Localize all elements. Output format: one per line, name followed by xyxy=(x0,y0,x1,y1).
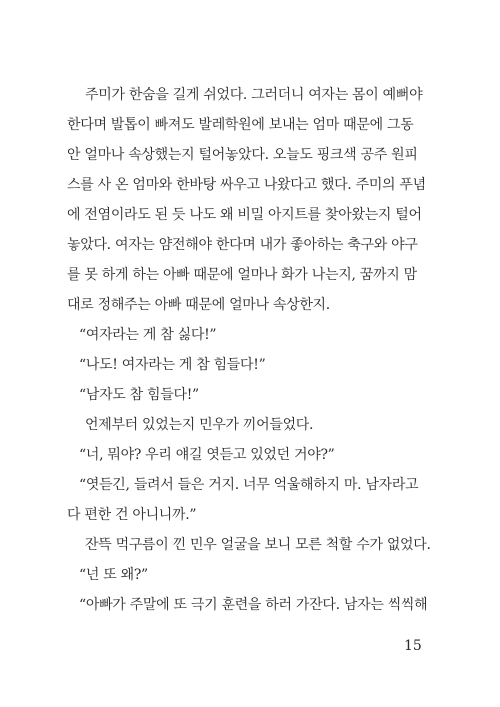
text-line: 에 전염이라도 된 듯 나도 왜 비밀 아지트를 찾아왔는지 털어 xyxy=(67,207,422,223)
dialogue-line: “엿듣긴, 들려서 들은 거지. 너무 억울해하지 마. 남자라고 xyxy=(79,477,419,493)
text-line: 주미가 한숨을 길게 쉬었다. 그러더니 여자는 몸이 예뻐야 xyxy=(85,87,423,103)
dialogue-line: “여자라는 게 참 싫다!” xyxy=(79,327,217,343)
text-line: 놓았다. 여자는 얌전해야 한다며 내가 좋아하는 축구와 야구 xyxy=(67,237,418,253)
dialogue-line: “너, 뭐야? 우리 얘길 엿듣고 있었던 거야?” xyxy=(79,447,335,463)
dialogue-line: “아빠가 주말에 또 극기 훈련을 하러 가잔다. 남자는 씩씩해 xyxy=(79,597,428,613)
dialogue-line: “남자도 참 힘들다!” xyxy=(79,387,199,403)
text-line: 잔뜩 먹구름이 낀 민우 얼굴을 보니 모른 척할 수가 없었다. xyxy=(85,537,431,553)
dialogue-line: “나도! 여자라는 게 참 힘들다!” xyxy=(79,357,266,373)
dialogue-line: “넌 또 왜?” xyxy=(79,567,148,583)
text-line: 대로 정해주는 아빠 때문에 얼마나 속상한지. xyxy=(67,297,330,313)
page-number: 15 xyxy=(404,638,422,654)
text-line: 다 편한 건 아니니까.” xyxy=(67,507,197,523)
text-line: 언제부터 있었는지 민우가 끼어들었다. xyxy=(85,417,314,433)
text-line: 스를 사 온 엄마와 한바탕 싸우고 나왔다고 했다. 주미의 푸념 xyxy=(67,177,426,193)
text-line: 를 못 하게 하는 아빠 때문에 얼마나 화가 나는지, 꿈까지 맘 xyxy=(67,267,417,283)
text-line: 한다며 발톱이 빠져도 발레학원에 보내는 엄마 때문에 그동 xyxy=(67,117,414,133)
text-line: 안 얼마나 속상했는지 털어놓았다. 오늘도 핑크색 공주 원피 xyxy=(67,147,418,163)
